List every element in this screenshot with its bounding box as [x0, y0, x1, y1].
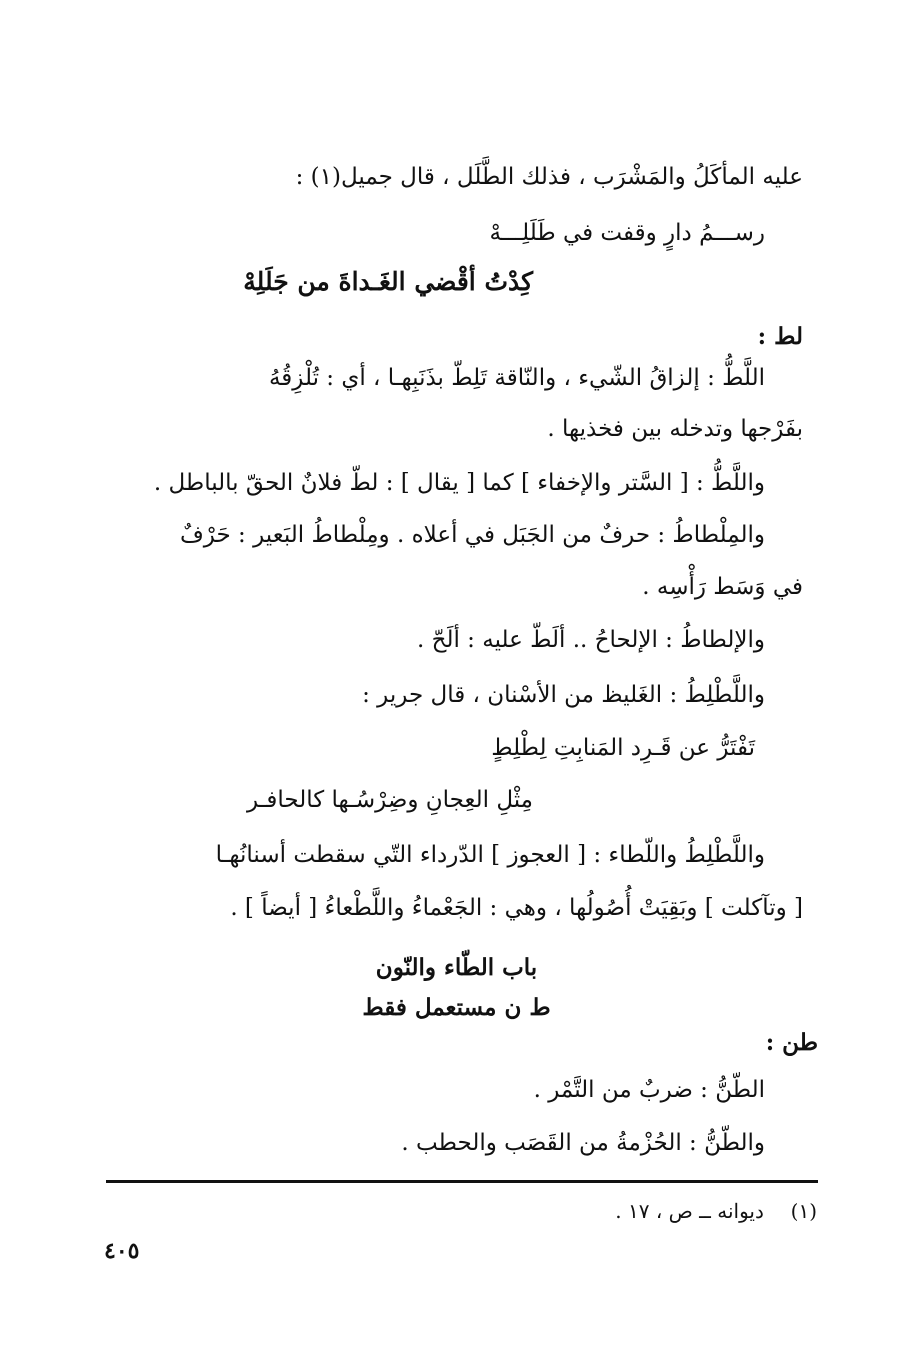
footnote [615, 1196, 817, 1226]
page-number: ٤٠٥ [104, 1238, 140, 1264]
chapter-subheading: ط ن مستعمل فقط [362, 994, 551, 1021]
text-line: واللَّطْلِطُ واللّطاء : [ العجوز ] الدّرداء التّي سقطت أسنانُهـا [215, 842, 765, 868]
text-line: اللَّطُّ : إلزاقُ الشّيء ، والنّاقة تَلِطّ بذَنَبِهـا ، أي : تُلْزِقُهُ [268, 365, 765, 391]
poem-verse: كِدْتُ أقْضي الغَـداةَ من جَلَلِهْ [243, 267, 533, 296]
footnote-marker: (١) [790, 1199, 817, 1223]
poem-verse: تَفْتَرُّ عن قَـرِد المَنابِتِ لِطْلِطٍ [491, 735, 755, 761]
poem-verse: رســـمُ دارٍ وقفت في طَلَلِـــهْ [489, 220, 765, 246]
chapter-heading: باب الطّاء والنّون [375, 954, 538, 981]
text-line: في وَسَط رَأْسِه . [642, 574, 803, 600]
entry-heading: لط : [757, 323, 803, 350]
footnote-text: ديوانه ــ ص ، ١٧ . [615, 1199, 764, 1223]
footnote-divider [106, 1180, 818, 1183]
text-line: والإلطاطُ : الإلحاحُ .. ألَطّ عليه : ألَحّ . [417, 627, 765, 653]
text-line: واللَّطْلِطُ : الغَليظ من الأسْنان ، قال جرير : [362, 682, 765, 708]
text-line: الطّنُّ : ضربٌ من التَّمْر . [533, 1077, 765, 1103]
text-line: والمِلْطاطُ : حرفٌ من الجَبَل في أعلاه . ومِلْطاطُ البَعير : حَرْفٌ [179, 522, 765, 548]
entry-heading: طن : [765, 1029, 818, 1056]
text-line: عليه المأكَلُ والمَشْرَب ، فذلك الطَّلَل ، قال جميل(١) : [295, 164, 803, 190]
text-line: واللَّطُّ : [ السَّتر والإخفاء ] كما [ يقال ] : لطّ فلانٌ الحقّ بالباطل . [153, 470, 765, 496]
text-line: بفَرْجها وتدخله بين فخذيها . [547, 416, 803, 442]
text-line: [ وتآكلت ] وبَقِيَتْ أُصُولُها ، وهي : الجَعْماءُ واللَّطْعاءُ [ أيضاً ] . [230, 895, 803, 921]
text-line: والطّنُّ : الحُزْمةُ من القَصَب والحطب . [401, 1130, 765, 1156]
poem-verse: مِثْلِ العِجانِ وضِرْسُـها كالحافـر [246, 787, 533, 813]
